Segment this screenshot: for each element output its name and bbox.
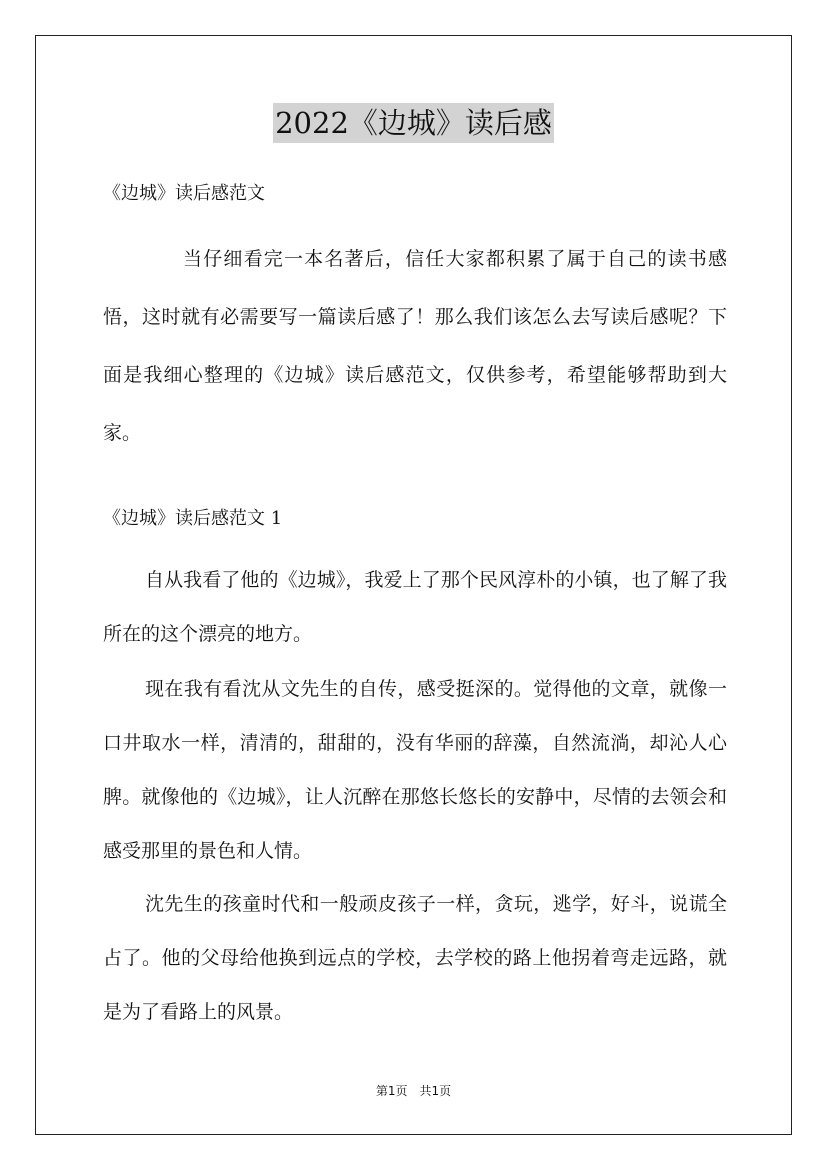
page-footer — [0, 1082, 827, 1099]
page-number: 第1页 — [375, 1084, 408, 1098]
document-title-container — [0, 103, 827, 143]
section-heading-essay-1: 《边城》读后感范文 1 — [103, 508, 283, 529]
intro-paragraph: 当仔细看完一本名著后，信任大家都积累了属于自己的读书感悟，这时就有必需要写一篇读后感了！那么我们该怎么去写读后感呢？下面是我细心整理的《边城》读后感范文，仅供参考，希望能够帮助到大家。 — [103, 248, 727, 444]
section-heading-intro: 《边城》读后感范文 — [103, 183, 265, 204]
body-paragraph: 自从我看了他的《边城》，我爱上了那个民风淳朴的小镇，也了解了我所在的这个漂亮的地方。 — [103, 569, 727, 645]
document-title: 2022《边城》读后感 — [273, 103, 554, 143]
page-total: 共1页 — [419, 1084, 452, 1098]
body-paragraph: 现在我有看沈从文先生的自传，感受挺深的。觉得他的文章，就像一口井取水一样，清清的，甜甜的，没有华丽的辞藻，自然流淌，却沁人心脾。就像他的《边城》，让人沉醉在那悠长悠长的安静中，尽情的去领会和感受那里的景色和人情。 — [103, 678, 727, 862]
body-paragraph: 沈先生的孩童时代和一般顽皮孩子一样，贪玩，逃学，好斗，说谎全占了。他的父母给他换到远点的学校，去学校的路上他拐着弯走远路，就是为了看路上的风景。 — [103, 893, 727, 1023]
